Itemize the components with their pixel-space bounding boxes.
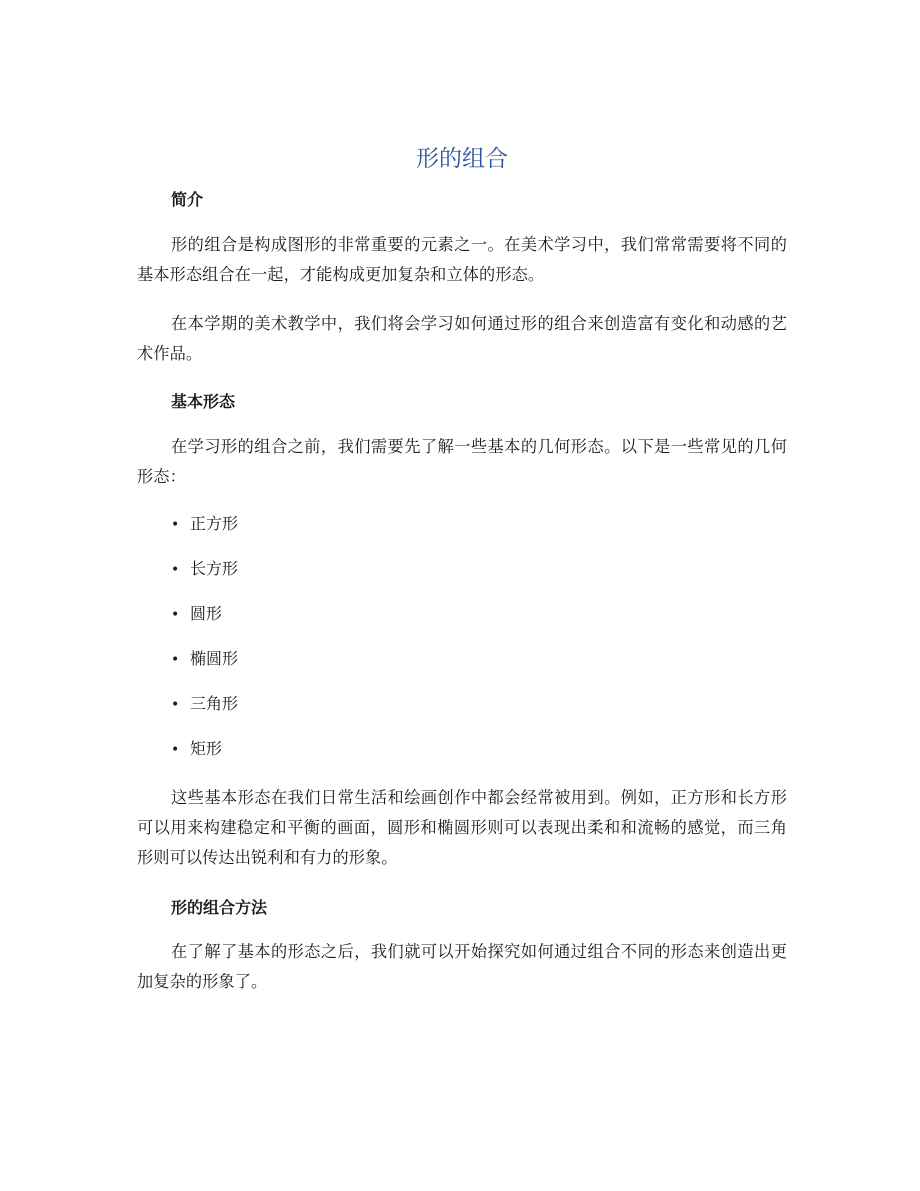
bullet-icon: • xyxy=(171,517,180,533)
methods-paragraph-1: 在了解了基本的形态之后，我们就可以开始探究如何通过组合不同的形态来创造出更加复杂的形象了。 xyxy=(137,942,787,991)
intro-paragraph-2: 在本学期的美术教学中，我们将会学习如何通过形的组合来创造富有变化和动感的艺术作品。 xyxy=(137,314,787,363)
bullet-icon: • xyxy=(171,742,180,758)
section-heading-methods: 形的组合方法 xyxy=(171,898,268,917)
list-item xyxy=(171,602,222,627)
list-item-label: 矩形 xyxy=(190,739,223,758)
bullet-icon: • xyxy=(171,607,180,623)
basic-paragraph-1: 在学习形的组合之前，我们需要先了解一些基本的几何形态。以下是一些常见的几何形态： xyxy=(137,437,787,486)
list-item xyxy=(171,557,238,582)
basic-paragraph-2: 这些基本形态在我们日常生活和绘画创作中都会经常被用到。例如，正方形和长方形可以用来构建稳定和平衡的画面，圆形和椭圆形则可以表现出柔和和流畅的感觉，而三角形则可以传达出锐利和有力的形象。 xyxy=(137,788,787,867)
bullet-icon: • xyxy=(171,562,180,578)
bullet-icon: • xyxy=(171,652,180,668)
intro-paragraph-1: 形的组合是构成图形的非常重要的元素之一。在美术学习中，我们常常需要将不同的基本形态组合在一起，才能构成更加复杂和立体的形态。 xyxy=(137,235,787,284)
list-item-label: 三角形 xyxy=(190,694,239,713)
list-item xyxy=(171,647,238,672)
list-item-label: 正方形 xyxy=(190,514,239,533)
list-item-label: 椭圆形 xyxy=(190,649,239,668)
list-item-label: 圆形 xyxy=(190,604,223,623)
list-item xyxy=(171,692,238,717)
bullet-icon: • xyxy=(171,697,180,713)
list-item-label: 长方形 xyxy=(190,559,239,578)
page-title: 形的组合 xyxy=(416,146,508,172)
section-heading-intro: 简介 xyxy=(171,190,204,209)
section-heading-basic: 基本形态 xyxy=(171,392,236,411)
list-item xyxy=(171,512,238,537)
list-item xyxy=(171,737,222,762)
